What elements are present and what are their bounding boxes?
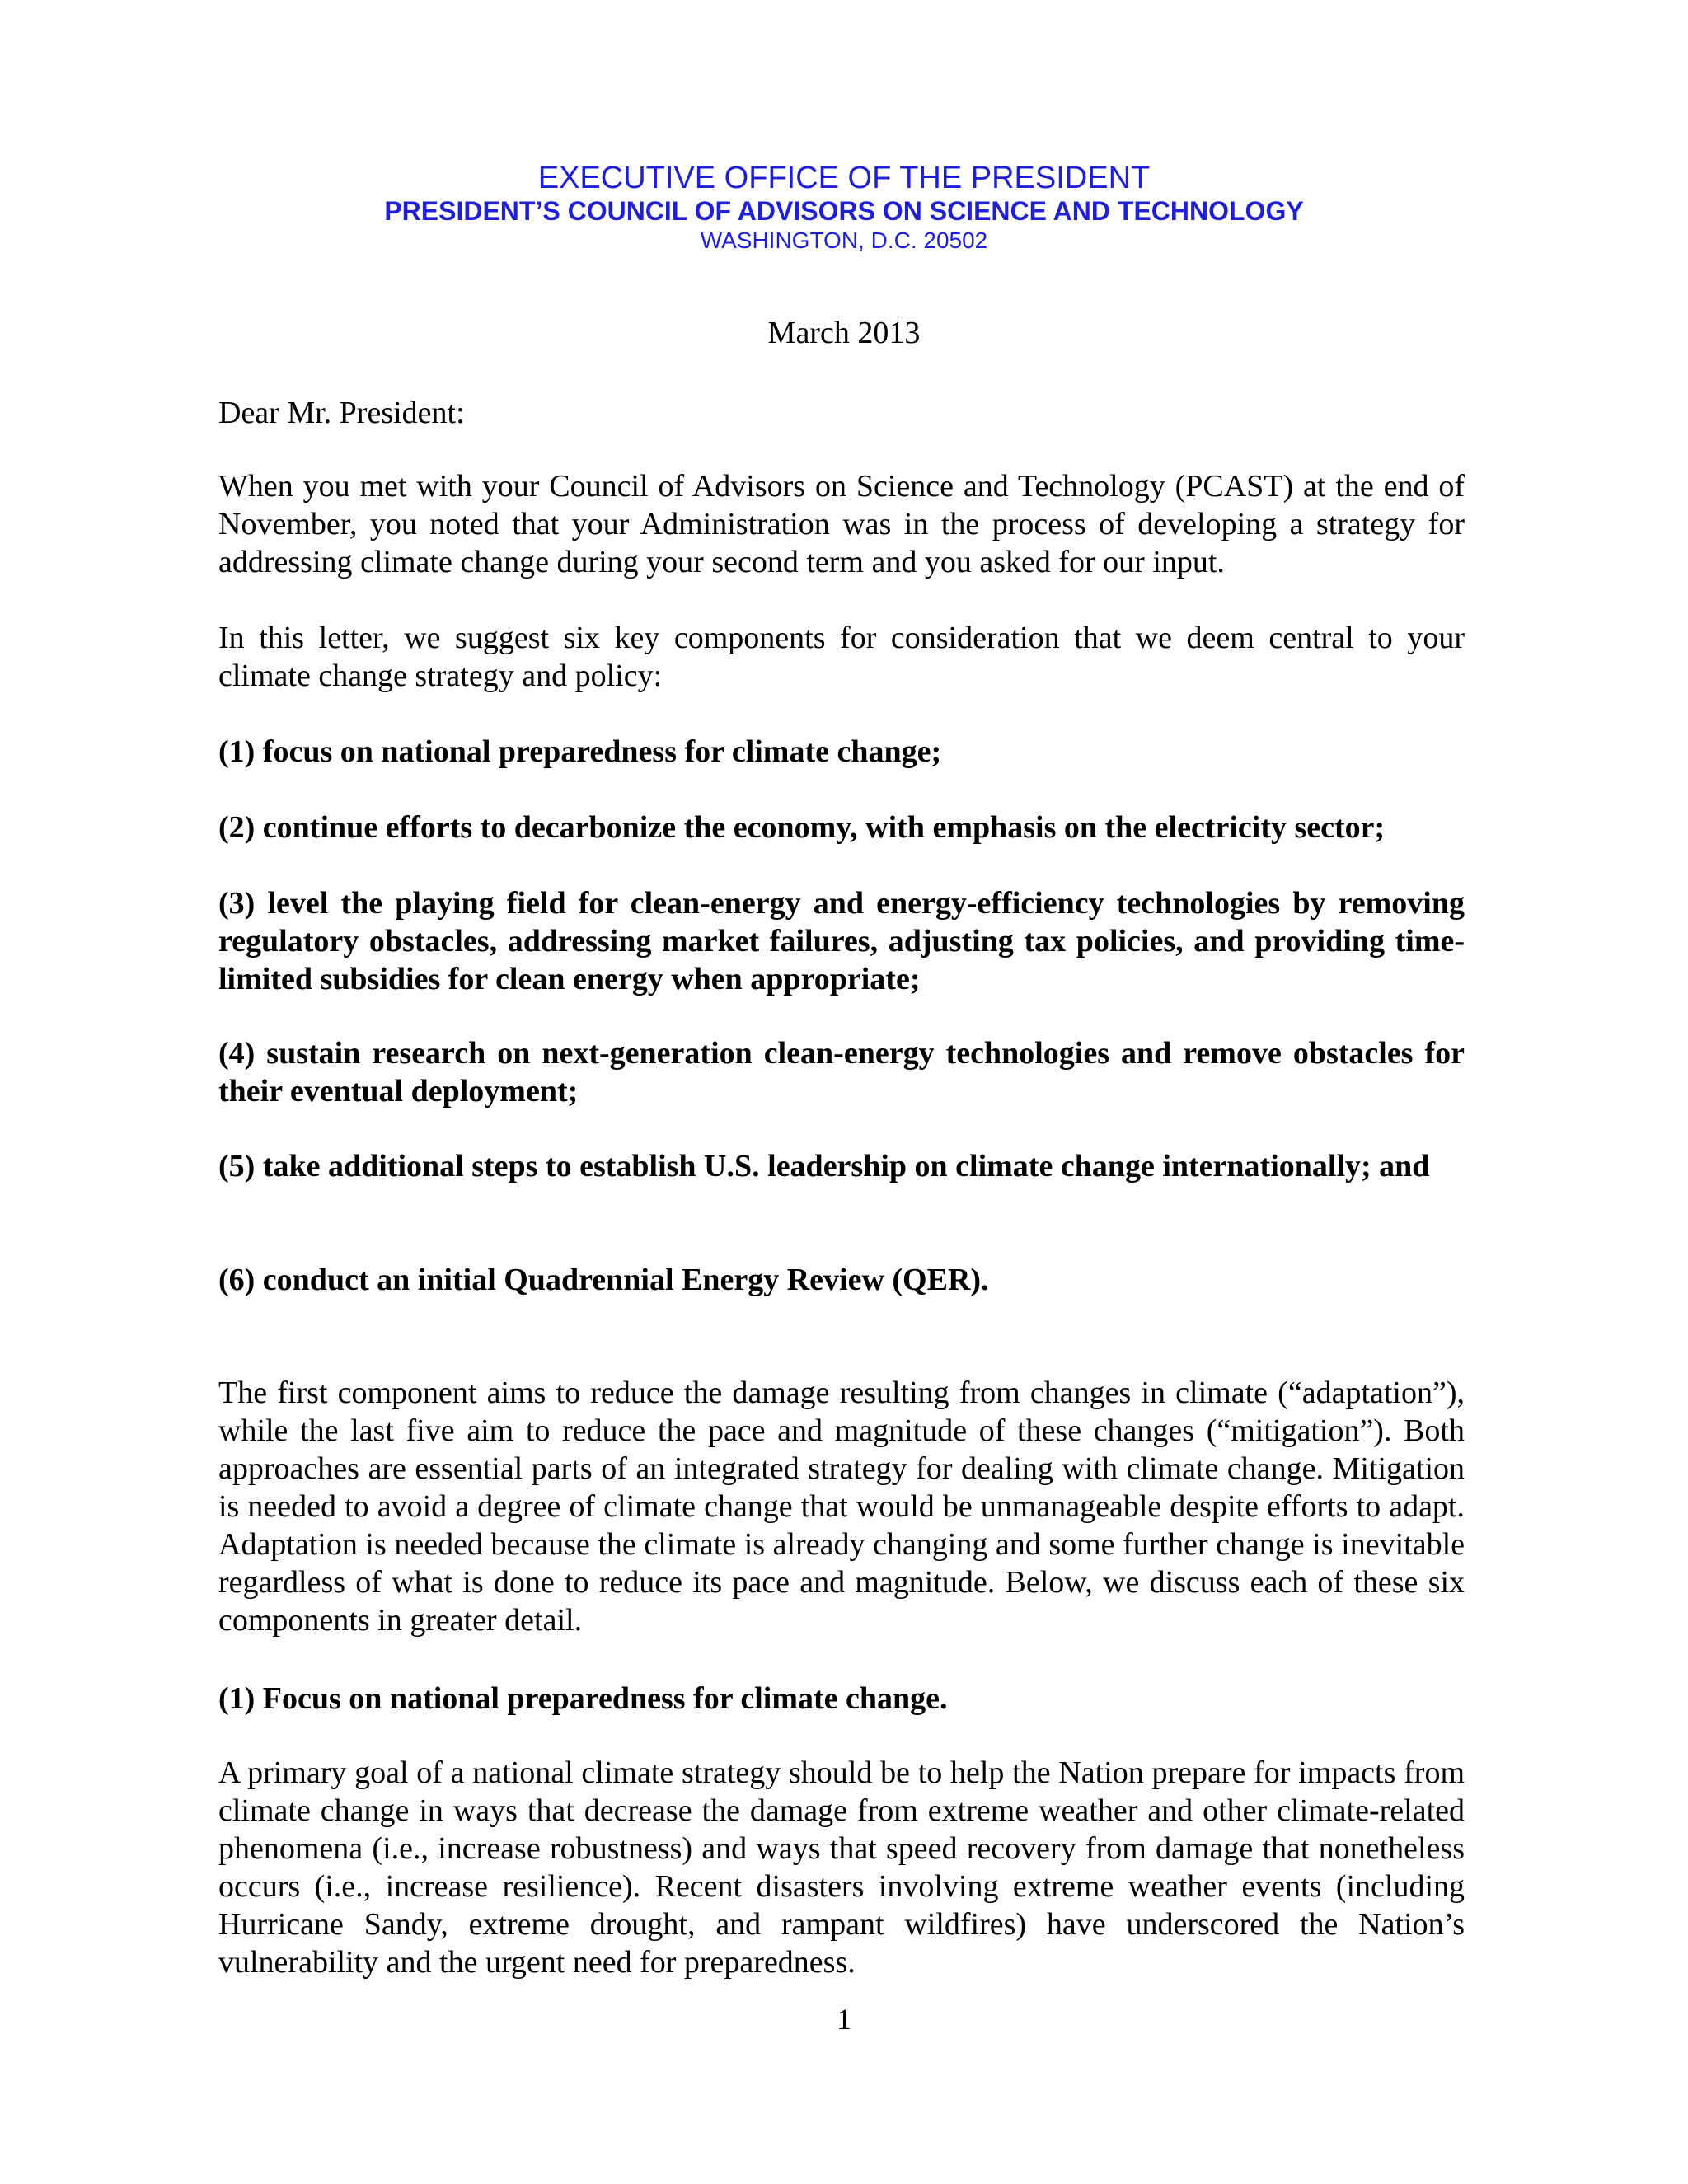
component-item-2: (2) continue efforts to decarbonize the economy, with emphasis on the electricity sector; bbox=[218, 810, 1386, 845]
salutation: Dear Mr. President: bbox=[218, 396, 465, 430]
paragraph-adaptation-mitigation: The first component aims to reduce the damage resulting from changes in climate (“adaptation”), while the last five aim to reduce the pace and magnitude of these changes (“mitigation”). Both approaches are essential parts of an integrated strategy for dealing with climate change. Mitigation is needed to avoid a degree of climate change that would be unmanageable despite efforts to adapt. Adaptation is needed because the climate is already changing and some further change is inevitable regardless of what is done to reduce its pace and magnitude. Below, we discuss each of these six components in greater detail. bbox=[218, 1376, 1465, 1638]
component-item-5: (5) take additional steps to establish U.S. leadership on climate change internationally; and bbox=[218, 1149, 1430, 1183]
paragraph-components-intro: In this letter, we suggest six key components for consideration that we deem central to your climate change strategy and policy: bbox=[218, 621, 1465, 693]
paragraph-preparedness: A primary goal of a national climate strategy should be to help the Nation prepare for impacts from climate change in ways that decrease the damage from extreme weather and other climate-related phenomena (i.e., increase robustness) and ways that speed recovery from damage that nonetheless occurs (i.e., increase resilience). Recent disasters involving extreme weather events (including Hurricane Sandy, extreme drought, and rampant wildfires) have underscored the Nation’s vulnerability and the urgent need for preparedness. bbox=[218, 1755, 1465, 1980]
paragraph-intro: When you met with your Council of Advisors on Science and Technology (PCAST) at the end of November, you noted that your Administration was in the process of developing a strategy for addressing climate change during your second term and you asked for our input. bbox=[218, 469, 1465, 579]
letterhead-council: PRESIDENT’S COUNCIL OF ADVISORS ON SCIENCE AND TECHNOLOGY bbox=[384, 196, 1304, 226]
component-item-1: (1) focus on national preparedness for climate change; bbox=[218, 734, 942, 769]
page-number: 1 bbox=[837, 2003, 851, 2036]
letterhead-office: EXECUTIVE OFFICE OF THE PRESIDENT bbox=[537, 161, 1151, 195]
letter-date: March 2013 bbox=[767, 316, 921, 350]
component-item-4: (4) sustain research on next-generation clean-energy technologies and remove obstacles for their eventual deployment; bbox=[218, 1036, 1465, 1108]
letterhead-address: WASHINGTON, D.C. 20502 bbox=[700, 227, 988, 253]
component-item-3: (3) level the playing field for clean-energy and energy-efficiency technologies by removing regulatory obstacles, addressing market failures, adjusting tax policies, and providing time-limited subsidies for clean energy when appropriate; bbox=[218, 886, 1465, 996]
section-heading-1: (1) Focus on national preparedness for climate change. bbox=[218, 1681, 948, 1716]
component-item-6: (6) conduct an initial Quadrennial Energy Review (QER). bbox=[218, 1263, 989, 1297]
